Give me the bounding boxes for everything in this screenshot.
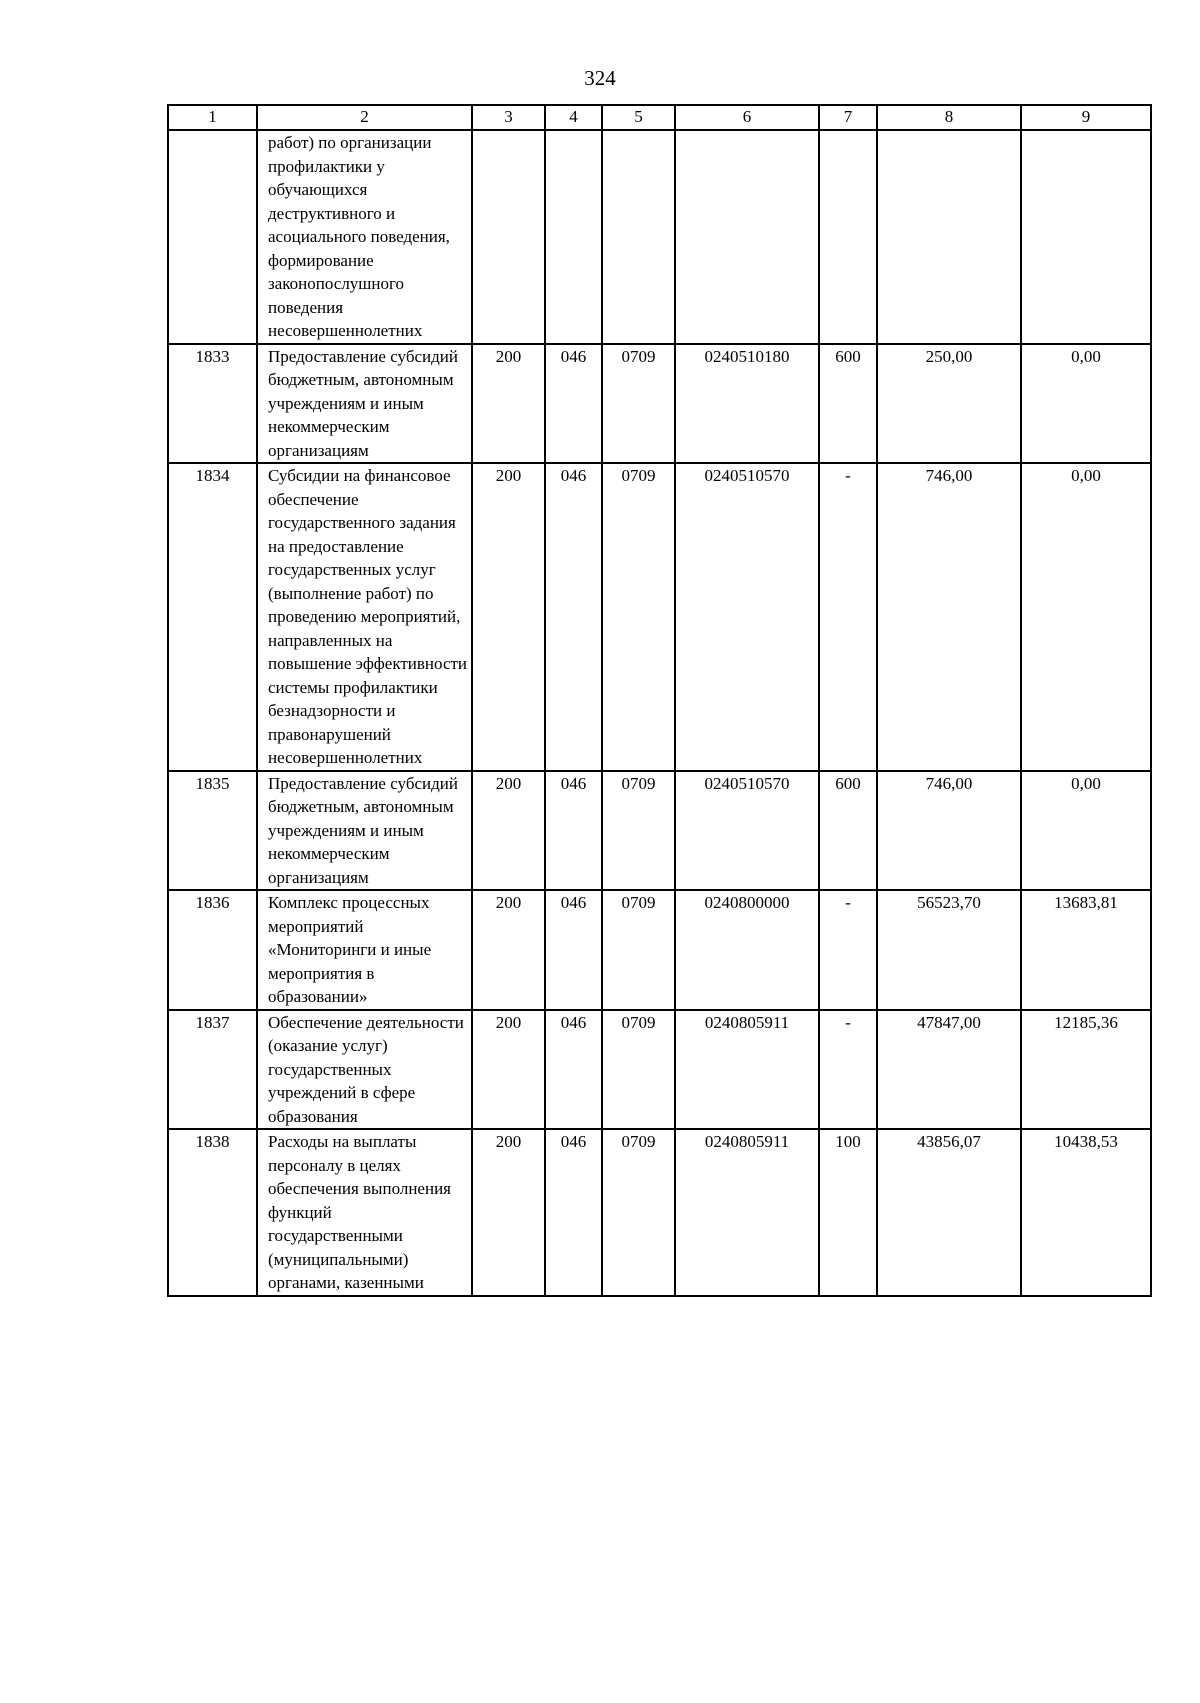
col4-cell: 046 <box>545 344 602 464</box>
table-row <box>168 771 1151 891</box>
col9-cell: 13683,81 <box>1021 890 1151 1010</box>
row-name-cell: работ) по организации профилактики у обучающихся деструктивного и асоциального поведения, формирование законопослушного поведения несовершеннолетних <box>257 130 472 344</box>
table-row <box>168 463 1151 771</box>
col3-cell: 200 <box>472 890 545 1010</box>
table-row <box>168 890 1151 1010</box>
col3-cell: 200 <box>472 1010 545 1130</box>
col3-cell: 200 <box>472 1129 545 1296</box>
col6-cell: 0240805911 <box>675 1010 819 1130</box>
table-row <box>168 1129 1151 1296</box>
col7-cell <box>819 130 877 344</box>
col7-cell: 100 <box>819 1129 877 1296</box>
table-row <box>168 1010 1151 1130</box>
row-name-cell: Предоставление субсидий бюджетным, автономным учреждениям и иным некоммерческим организациям <box>257 771 472 891</box>
column-header: 7 <box>819 105 877 130</box>
col7-cell: 600 <box>819 344 877 464</box>
col7-cell: - <box>819 463 877 771</box>
column-header: 3 <box>472 105 545 130</box>
col5-cell: 0709 <box>602 890 675 1010</box>
row-number-cell: 1833 <box>168 344 257 464</box>
col8-cell: 43856,07 <box>877 1129 1021 1296</box>
table-row <box>168 130 1151 344</box>
row-number-cell: 1838 <box>168 1129 257 1296</box>
col4-cell: 046 <box>545 771 602 891</box>
col5-cell <box>602 130 675 344</box>
row-name-cell: Расходы на выплаты персоналу в целях обеспечения выполнения функций государственными (муниципальными) органами, казенными <box>257 1129 472 1296</box>
col8-cell: 746,00 <box>877 771 1021 891</box>
col3-cell: 200 <box>472 463 545 771</box>
column-header: 2 <box>257 105 472 130</box>
col8-cell: 746,00 <box>877 463 1021 771</box>
col7-cell: - <box>819 890 877 1010</box>
col8-cell: 56523,70 <box>877 890 1021 1010</box>
col3-cell <box>472 130 545 344</box>
col4-cell: 046 <box>545 463 602 771</box>
col5-cell: 0709 <box>602 1010 675 1130</box>
col6-cell: 0240510570 <box>675 771 819 891</box>
row-name-cell: Предоставление субсидий бюджетным, автономным учреждениям и иным некоммерческим организациям <box>257 344 472 464</box>
page-number: 324 <box>584 66 616 90</box>
row-number-cell: 1834 <box>168 463 257 771</box>
col4-cell: 046 <box>545 1129 602 1296</box>
col5-cell: 0709 <box>602 344 675 464</box>
row-number-cell: 1836 <box>168 890 257 1010</box>
col8-cell: 47847,00 <box>877 1010 1021 1130</box>
col3-cell: 200 <box>472 771 545 891</box>
column-header: 9 <box>1021 105 1151 130</box>
row-name-cell: Обеспечение деятельности (оказание услуг) государственных учреждений в сфере образования <box>257 1010 472 1130</box>
col7-cell: 600 <box>819 771 877 891</box>
column-header: 4 <box>545 105 602 130</box>
row-number-cell <box>168 130 257 344</box>
row-number-cell: 1835 <box>168 771 257 891</box>
col6-cell: 0240805911 <box>675 1129 819 1296</box>
col5-cell: 0709 <box>602 771 675 891</box>
budget-table <box>167 104 1152 1297</box>
col6-cell: 0240800000 <box>675 890 819 1010</box>
col5-cell: 0709 <box>602 1129 675 1296</box>
column-header: 8 <box>877 105 1021 130</box>
col8-cell <box>877 130 1021 344</box>
col9-cell: 12185,36 <box>1021 1010 1151 1130</box>
row-number-cell: 1837 <box>168 1010 257 1130</box>
col4-cell <box>545 130 602 344</box>
col6-cell: 0240510570 <box>675 463 819 771</box>
column-header: 6 <box>675 105 819 130</box>
col9-cell <box>1021 130 1151 344</box>
col9-cell: 0,00 <box>1021 463 1151 771</box>
col8-cell: 250,00 <box>877 344 1021 464</box>
column-header: 5 <box>602 105 675 130</box>
column-header: 1 <box>168 105 257 130</box>
table-row <box>168 344 1151 464</box>
header-row <box>168 105 1151 130</box>
col9-cell: 0,00 <box>1021 771 1151 891</box>
col3-cell: 200 <box>472 344 545 464</box>
col4-cell: 046 <box>545 1010 602 1130</box>
col6-cell: 0240510180 <box>675 344 819 464</box>
col7-cell: - <box>819 1010 877 1130</box>
row-name-cell: Комплекс процессных мероприятий «Мониторинги и иные мероприятия в образовании» <box>257 890 472 1010</box>
col4-cell: 046 <box>545 890 602 1010</box>
col9-cell: 10438,53 <box>1021 1129 1151 1296</box>
col6-cell <box>675 130 819 344</box>
row-name-cell: Субсидии на финансовое обеспечение государственного задания на предоставление государственных услуг (выполнение работ) по проведению мероприятий, направленных на повышение эффективности системы профилактики безнадзорности и правонарушений несовершеннолетних <box>257 463 472 771</box>
col5-cell: 0709 <box>602 463 675 771</box>
col9-cell: 0,00 <box>1021 344 1151 464</box>
